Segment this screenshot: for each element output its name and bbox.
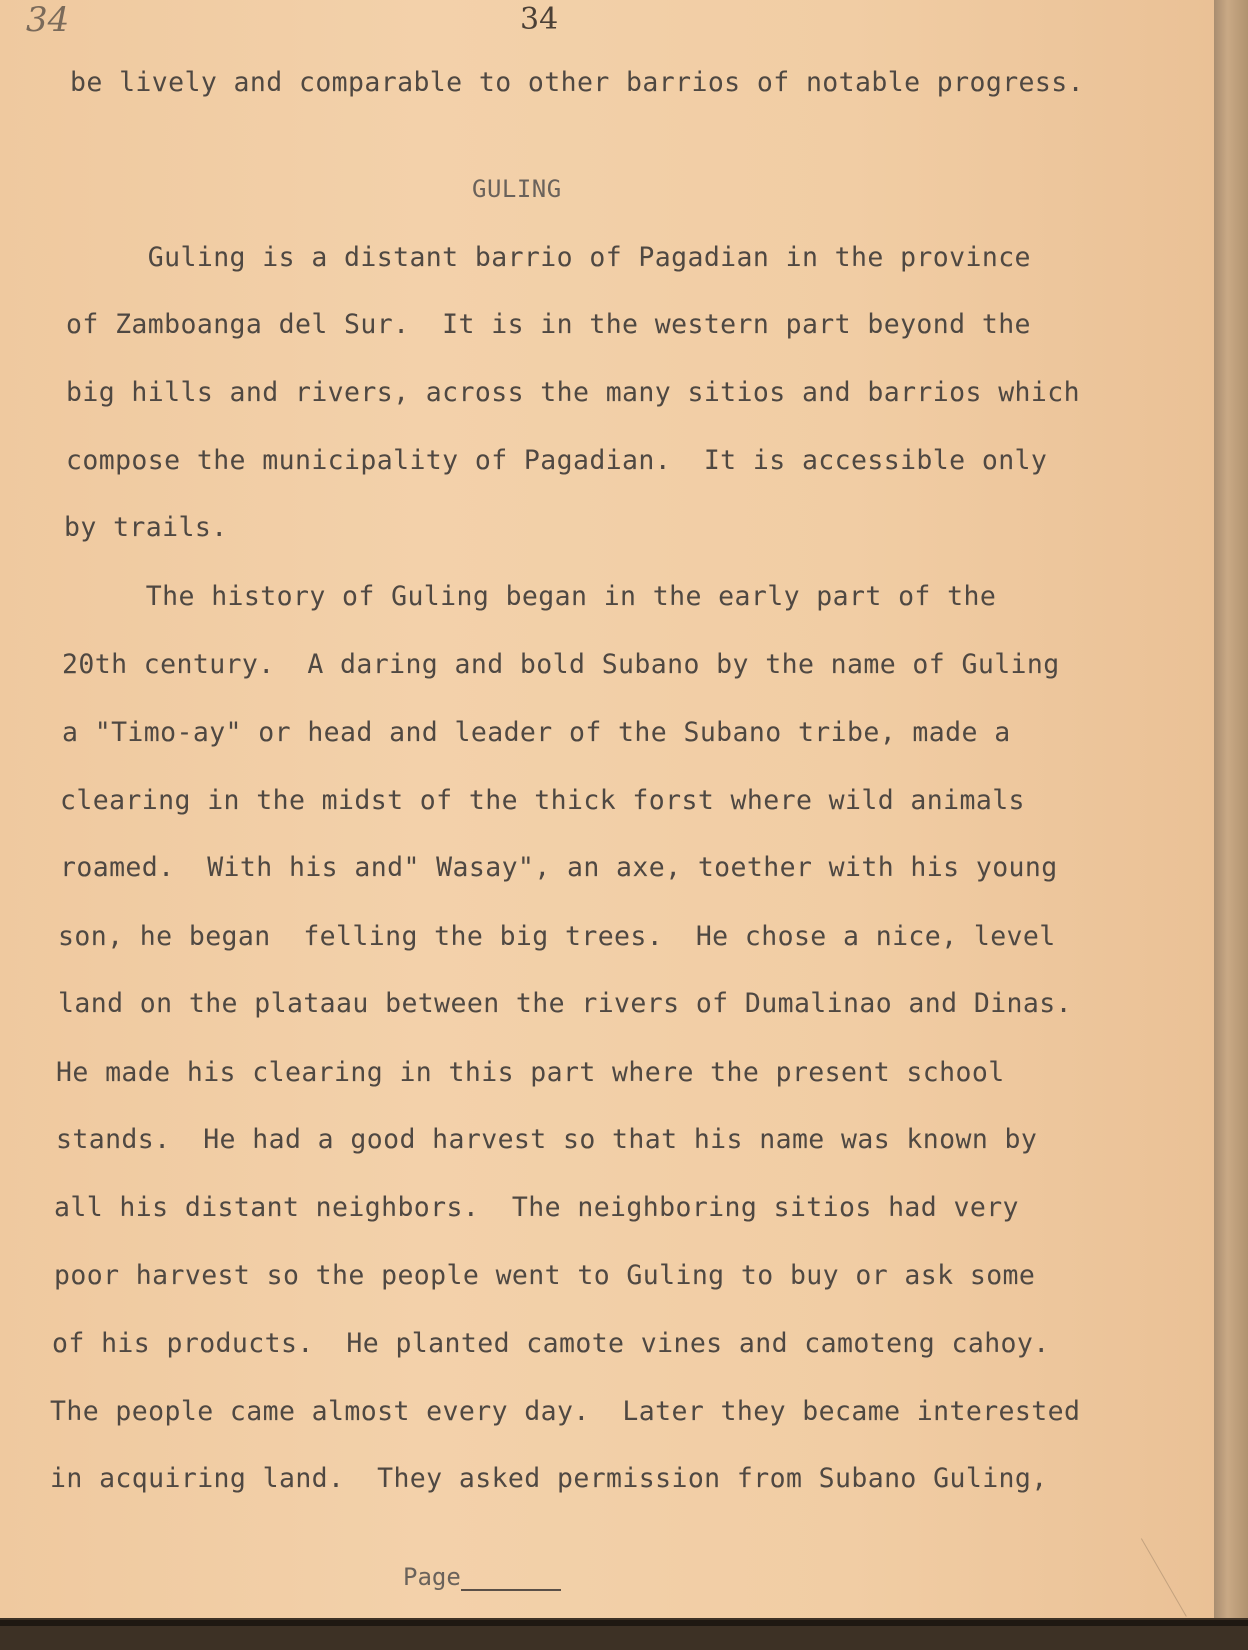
paper-crease [1141,1513,1214,1616]
text-line: son, he began felling the big trees. He chose a nice, level [58,921,1056,952]
text-line: stands. He had a good harvest so that his name was known by [56,1124,1038,1155]
text-line: a "Timo-ay" or head and leader of the Subano tribe, made a [62,717,1011,748]
binding-edge [1214,0,1248,1618]
text-line: all his distant neighbors. The neighboring sitios had very [54,1192,1019,1223]
text-line: compose the municipality of Pagadian. It is accessible only [66,445,1048,476]
scan-border-rule [0,1620,1248,1626]
text-line: The people came almost every day. Later they became interested [50,1396,1081,1427]
page-number: 34 [520,2,559,37]
text-line: big hills and rivers, across the many sitios and barrios which [66,377,1080,408]
section-heading: GULING [472,175,562,203]
footer-page-label: Page [403,1563,461,1591]
text-line: in acquiring land. They asked permission from Subano Guling, [50,1463,1048,1494]
page-footer [403,1563,561,1591]
text-line: by trails. [64,512,228,543]
text-line: land on the plataau between the rivers of Dumalinao and Dinas. [58,988,1072,1019]
text-line: The history of Guling began in the early part of the [64,581,997,612]
text-line: be lively and comparable to other barrios of notable progress. [70,67,1084,98]
text-line: clearing in the midst of the thick forst where wild animals [60,785,1025,816]
scan-bottom-border [0,1618,1248,1650]
text-line: He made his clearing in this part where the present school [56,1057,1005,1088]
text-line: 20th century. A daring and bold Subano by the name of Guling [62,649,1060,680]
text-line: Guling is a distant barrio of Pagadian in the province [66,242,1031,273]
text-line: of Zamboanga del Sur. It is in the western part beyond the [66,309,1031,340]
text-line: roamed. With his and" Wasay", an axe, toether with his young [60,852,1058,883]
footer-page-blank [461,1567,561,1591]
handwritten-page-mark: 34 [26,0,70,40]
text-line: of his products. He planted camote vines and camoteng cahoy. [52,1328,1050,1359]
text-line: poor harvest so the people went to Guling to buy or ask some [54,1260,1036,1291]
